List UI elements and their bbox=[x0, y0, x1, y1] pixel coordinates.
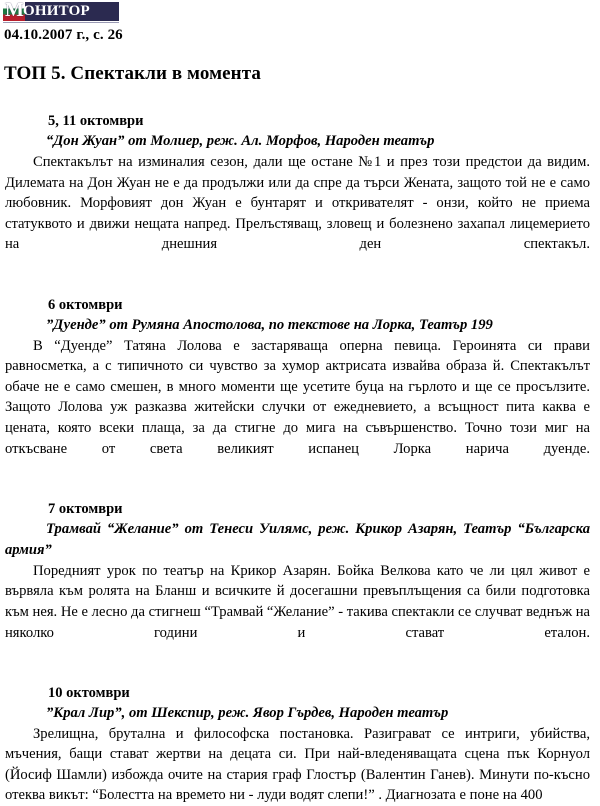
publication-dateline: 04.10.2007 г., с. 26 bbox=[4, 27, 123, 43]
article-item bbox=[5, 295, 590, 480]
document-page bbox=[0, 2, 600, 802]
article-item bbox=[5, 683, 590, 806]
logo-underline bbox=[3, 22, 119, 23]
logo-initial: М bbox=[5, 2, 23, 21]
article-item bbox=[5, 111, 590, 276]
page-title: ТОП 5. Спектакли в момента bbox=[4, 63, 261, 84]
article-subtitle: Трамвай “Желание” от Тенеси Уилямс, реж. Крикор Азарян, Театър “Българска армия” bbox=[5, 520, 590, 558]
logo-wordmark: ОНИТОР bbox=[23, 3, 90, 19]
article-subtitle: “Дон Жуан” от Молиер, реж. Ал. Морфов, Народен театър bbox=[46, 133, 435, 149]
article-date: 6 октомври bbox=[48, 296, 123, 313]
article-body: Поредният урок по театър на Крикор Азарян. Бойка Велкова като че ли цял живот е вървяла към ролята на Бланш и всичките й досегашни превъплъщения са били подготовка към нея. Не е лесно да стигнеш “Трамвай “Желание” - такива спектакли се случват веднъж на няколко години и стават еталон. bbox=[5, 562, 590, 641]
article-body: Зрелищна, брутална и философска постановка. Разиграват се интриги, убийства, мъчения, бащи стават жертви на децата си. При най-вледеняващата сцена пък Корнуол (Йосиф Шамли) избожда очите на стария граф Глостър (Валентин Ганев). Минути по-късно отеква викът: “Болестта на времето ни - луди водят слепи!” . Диагнозата е поне на 400 bbox=[5, 725, 590, 804]
article-date: 5, 11 октомври bbox=[48, 113, 144, 129]
article-subtitle: ”Крал Лир”, от Шекспир, реж. Явор Гърдев, Народен театър bbox=[46, 704, 449, 721]
monitor-logo bbox=[3, 2, 119, 21]
article-body: Спектакълът на изминалия сезон, дали ще остане №1 и през този предстои да видим. Дилемата на Дон Жуан не е да продължи или да спре да търси Жената, защото той не е само любовник. Морфовият дон Жуан е бунтарят и откривателят - онзи, който не приема статуквото и движи нещата напред. Прелъстяващ, зловещ и болезнено захапал лицемерието на днешния ден спектакъл. bbox=[5, 154, 590, 253]
article-date: 10 октомври bbox=[48, 684, 130, 701]
article-subtitle: ”Дуенде” от Румяна Апостолова, по текстове на Лорка, Театър 199 bbox=[46, 316, 493, 333]
article-item bbox=[5, 499, 590, 664]
article-date: 7 октомври bbox=[48, 500, 123, 517]
article-body: В “Дуенде” Татяна Лолова е застаряваща оперна певица. Героинята си прави равносметка, а с типичното си чувство за хумор актрисата извайва образа й. Спектакълът обаче не е само смешен, в много моменти ще усетите буца на гърлото и ще се просълзите. Защото Лолова уж разказва житейски случки от ежедневието, а всъщност пита каква е цената, която всеки плаща, за да стигне до мига на съвършенство. Точно този миг на откъсване от света великият испанец Лорка нарича дуенде. bbox=[5, 337, 590, 457]
article-list bbox=[0, 111, 600, 806]
